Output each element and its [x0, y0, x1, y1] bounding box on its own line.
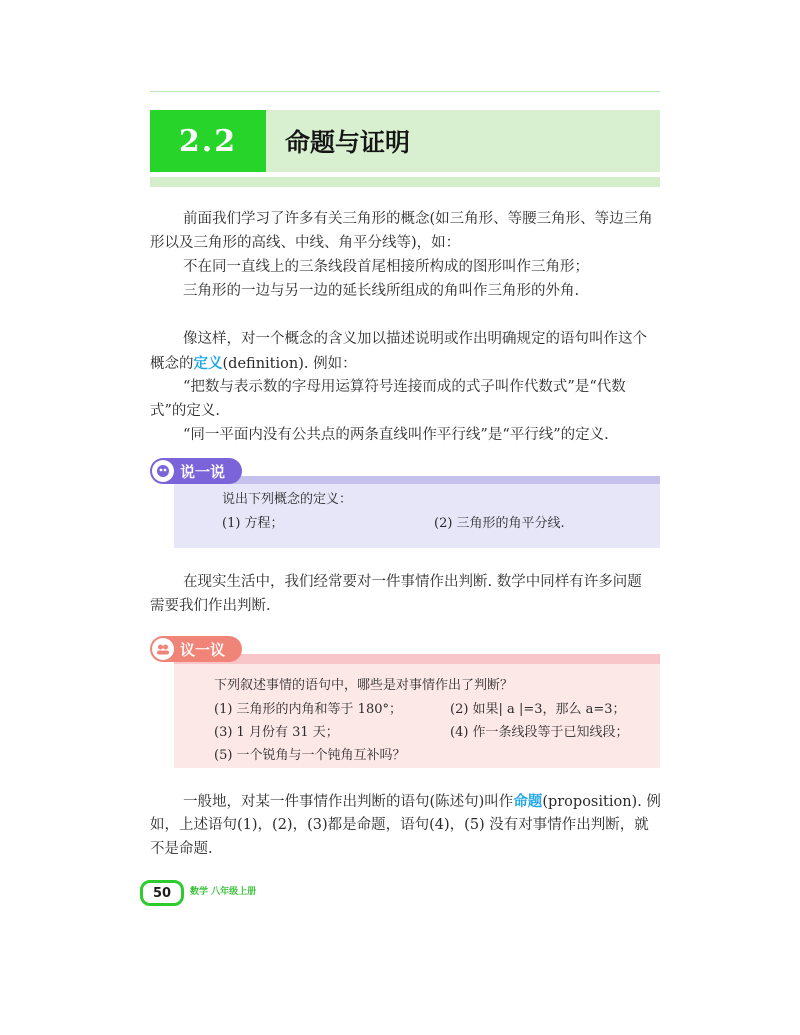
definition-example-2: “同一平面内没有公共点的两条直线叫作平行线”是“平行线”的定义.: [183, 427, 609, 443]
shuo-yi-shuo-panel: [150, 458, 660, 548]
yi-prompt: 下列叙述事情的语句中，哪些是对事情作出了判断？: [214, 678, 514, 693]
intro-line-1: 前面我们学习了许多有关三角形的概念(如三角形、等腰三角形、等边三角: [183, 211, 653, 227]
definition-term: 定义: [193, 355, 223, 372]
proposition-line-1: [183, 790, 661, 815]
definition-line-2: [150, 352, 357, 377]
definition-line-1: 像这样，对一个概念的含义加以描述说明或作出明确规定的语句叫作这个: [183, 331, 647, 347]
section-number: 2.2: [150, 110, 266, 172]
yi-item-4: (4) 作一条线段等于已知线段；: [450, 725, 629, 740]
intro-line-2: 形以及三角形的高线、中线、角平分线等)，如：: [150, 235, 461, 251]
definition-line-2-prefix: 概念的: [150, 356, 194, 372]
judgement-line-2: 需要我们作出判断.: [150, 598, 271, 614]
intro-line-4: 三角形的一边与另一边的延长线所组成的角叫作三角形的外角.: [183, 283, 580, 299]
shuo-tab-label: 说一说: [180, 462, 226, 481]
definition-example-1b: 式”的定义.: [150, 403, 221, 419]
page-number: 50: [140, 880, 184, 906]
section-header-underband: [150, 177, 660, 187]
section-title: 命题与证明: [285, 128, 411, 157]
shuo-item-1: (1) 方程；: [222, 516, 284, 531]
judgement-line-1: 在现实生活中，我们经常要对一件事情作出判断. 数学中同样有许多问题: [183, 574, 642, 590]
yi-item-5: (5) 一个锐角与一个钝角互补吗？: [214, 748, 406, 763]
yi-stripe: [174, 654, 660, 664]
shuo-prompt: 说出下列概念的定义：: [222, 492, 353, 507]
proposition-line-1-prefix: 一般地，对某一件事情作出判断的语句(陈述句)叫作: [183, 794, 514, 810]
yi-yi-panel: [150, 636, 660, 768]
definition-line-2-suffix: (definition). 例如：: [222, 356, 357, 372]
book-title: 数学 八年级上册: [190, 887, 257, 897]
people-icon: [152, 638, 174, 660]
proposition-line-1-suffix: (proposition). 例: [542, 794, 661, 810]
shuo-tab: [150, 458, 242, 484]
shuo-item-2: (2) 三角形的角平分线.: [434, 516, 565, 531]
yi-tab: [150, 636, 242, 662]
yi-tab-label: 议一议: [180, 640, 226, 659]
definition-example-1a: “把数与表示数的字母用运算符号连接而成的式子叫作代数式”是“代数: [183, 379, 626, 395]
intro-line-3: 不在同一直线上的三条线段首尾相接所构成的图形叫作三角形；: [183, 259, 589, 275]
yi-item-1: (1) 三角形的内角和等于 180°；: [214, 702, 402, 717]
shuo-stripe: [174, 476, 660, 484]
speech-icon: [152, 460, 174, 482]
proposition-term: 命题: [513, 793, 543, 810]
proposition-line-2: 如，上述语句(1)，(2)，(3)都是命题，语句(4)，(5) 没有对事情作出判断，就: [150, 817, 649, 833]
yi-item-2: (2) 如果| a |=3，那么 a=3；: [450, 702, 626, 717]
proposition-line-3: 不是命题.: [150, 841, 213, 857]
top-rule: [150, 91, 660, 92]
yi-item-3: (3) 1 月份有 31 天；: [214, 725, 339, 740]
